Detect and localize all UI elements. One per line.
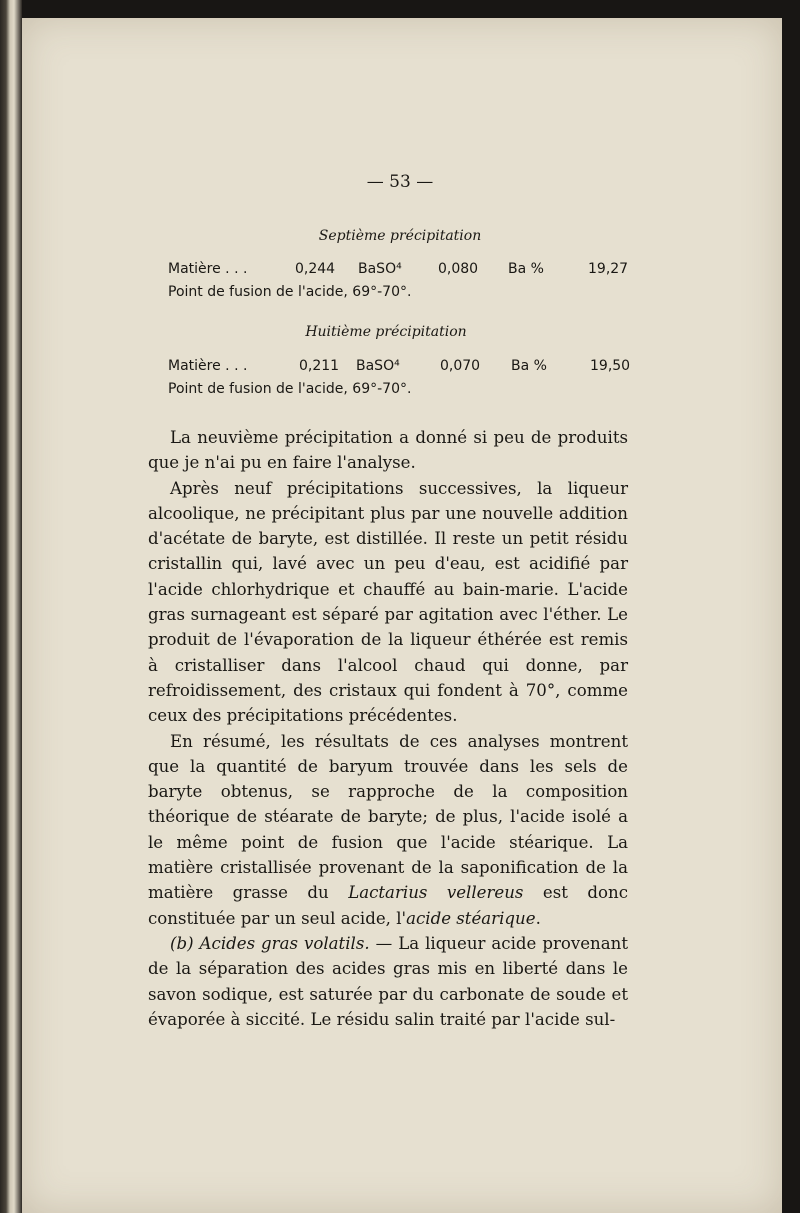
ba-value: 19,50 <box>590 358 631 374</box>
acid-name: acide stéarique <box>406 908 536 928</box>
ba-label: Ba % <box>508 261 544 277</box>
paragraph-distillation: Après neuf précipitations successives, la liqueur alcoolique, ne précipitant plus par une nouvelle addition d'acétate de baryte, est distillée. Il reste un petit résidu cristallin qui, lavé avec un peu d'eau, est acidifié par l'acide chlorhydrique et chauffé au bain-marie. L'acide gras surnageant est séparé par agitation avec l'éther. Le produit de l'évaporation de la liqueur éthérée est remis à cristalliser dans l'alcool chaud qui donne, par refroidissement, des cristaux qui fondent à 70°, comme ceux des précipitations précédentes. <box>148 478 628 726</box>
resume-end: . <box>535 908 541 928</box>
volatils-heading: (b) Acides gras volatils. <box>170 933 370 953</box>
resume-text: En résumé, les résultats de ces analyses montrent que la quantité de baryum trouvée dans les sels de baryte obtenus, se rapproche de la composition théorique de stéarate de baryte; de plus, l'acide isolé a le même point de fusion que l'acide stéarique. La matière cristallisée provenant de la saponification de la matière grasse du <box>148 731 628 903</box>
paragraph-volatils <box>148 931 628 1032</box>
baso-label: BaSO⁴ <box>356 358 400 374</box>
volatils-text: — La liqueur acide provenant de la séparation des acides gras mis en liberté dans le savon sodique, est saturée par du carbonate de soude et évaporée à siccité. Le résidu salin traité par l'acide sul- <box>148 933 628 1029</box>
baso-value: 0,080 <box>438 261 479 277</box>
fusion-point-septieme: Point de fusion de l'acide, 69°-70°. <box>168 284 412 300</box>
baso-label: BaSO⁴ <box>358 261 402 277</box>
matiere-label: Matière . . . <box>168 358 248 374</box>
data-row-septieme <box>168 261 628 283</box>
matiere-value: 0,211 <box>299 358 340 374</box>
data-row-huitieme <box>168 358 631 380</box>
section-heading-huitieme: Huitième précipitation <box>305 324 467 340</box>
matiere-label: Matière . . . <box>168 261 248 277</box>
body-text <box>148 425 628 1032</box>
ba-value: 19,27 <box>588 261 629 277</box>
resume-text-3: l' <box>396 908 407 928</box>
section-heading-septieme: Septième précipitation <box>318 228 482 244</box>
ba-label: Ba % <box>511 358 547 374</box>
paragraph-resume <box>148 729 628 931</box>
baso-value: 0,070 <box>440 358 481 374</box>
matiere-value: 0,244 <box>295 261 336 277</box>
paragraph-neuvieme: La neuvième précipitation a donné si peu de produits que je n'ai pu en faire l'analyse. <box>148 428 628 473</box>
species-name: Lactarius vellereus <box>348 883 524 903</box>
page-number: — 53 — <box>366 172 434 192</box>
fusion-point-huitieme: Point de fusion de l'acide, 69°-70°. <box>168 381 412 397</box>
resume-text-2: est donc constituée par un seul acide, <box>148 883 628 928</box>
